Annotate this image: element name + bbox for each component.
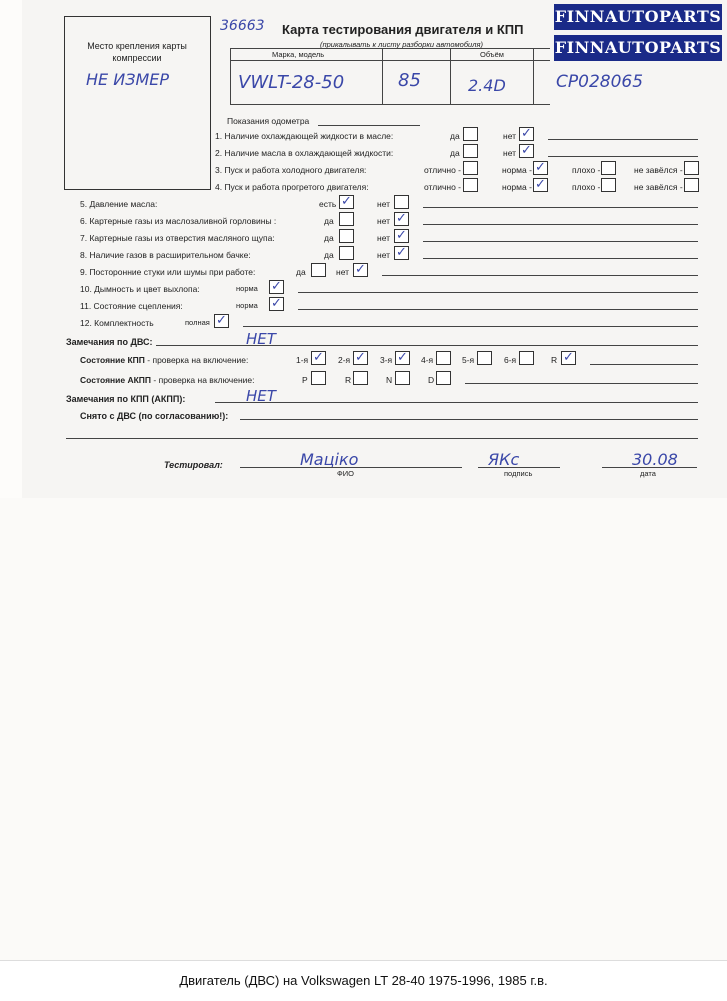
signature-value: ЯКс bbox=[488, 450, 520, 469]
item-7-label: 7. Картерные газы из отверстия масляного щупа: bbox=[80, 233, 275, 243]
blank-page-area bbox=[0, 498, 727, 960]
col-make-label: Марка, модель bbox=[272, 50, 325, 59]
removed-label: Снято с ДВС (по согласованию!): bbox=[80, 411, 229, 421]
item-4-label: 4. Пуск и работа прогретого двигателя: bbox=[215, 182, 369, 192]
item-8-yes-checkbox[interactable] bbox=[339, 246, 354, 260]
gear-4-checkbox[interactable] bbox=[436, 351, 451, 365]
item-9-label: 9. Посторонние стуки или шумы при работе: bbox=[80, 267, 256, 277]
signature-label: подпись bbox=[504, 469, 533, 478]
item-8-label: 8. Наличие газов в расширительном бачке: bbox=[80, 250, 251, 260]
item-3-excellent-checkbox[interactable] bbox=[463, 161, 478, 175]
akpp-p-checkbox[interactable] bbox=[311, 371, 326, 385]
engine-remarks-value: НЕТ bbox=[246, 330, 276, 348]
item-5-no-checkbox[interactable] bbox=[394, 195, 409, 209]
item-6-yes-checkbox[interactable] bbox=[339, 212, 354, 226]
item-11-label: 11. Состояние сцепления: bbox=[80, 301, 183, 311]
tester-name-value: Маціко bbox=[300, 450, 359, 469]
gear-6-checkbox[interactable] bbox=[519, 351, 534, 365]
akpp-n-checkbox[interactable] bbox=[395, 371, 410, 385]
akpp-d-checkbox[interactable] bbox=[436, 371, 451, 385]
item-3-label: 3. Пуск и работа холодного двигателя: bbox=[215, 165, 367, 175]
card-subtitle: (прикалывать к листу разборки автомобиля) bbox=[320, 40, 483, 49]
code-value: CP028065 bbox=[556, 72, 644, 92]
item-3-not-started-checkbox[interactable] bbox=[684, 161, 699, 175]
item-12-label: 12. Комплектность bbox=[80, 318, 154, 328]
date-value: 30.08 bbox=[632, 450, 678, 469]
volume-value: 2.4D bbox=[468, 76, 506, 95]
tested-by-label: Тестировал: bbox=[164, 460, 223, 470]
compression-value: НЕ ИЗМЕР bbox=[86, 70, 170, 89]
akpp-state-label: Состояние АКПП - проверка на включение: bbox=[80, 375, 255, 385]
date-label: дата bbox=[640, 469, 656, 478]
item-3-bad-checkbox[interactable] bbox=[601, 161, 616, 175]
item-4-not-started-checkbox[interactable] bbox=[684, 178, 699, 192]
item-1-yes-checkbox[interactable] bbox=[463, 127, 478, 141]
compression-label: Место крепления карты компрессии bbox=[87, 41, 187, 63]
gearbox-remarks-label: Замечания по КПП (АКПП): bbox=[66, 394, 186, 404]
fio-label: ФИО bbox=[337, 469, 354, 478]
gearbox-remarks-value: НЕТ bbox=[246, 387, 276, 405]
gear-5-checkbox[interactable] bbox=[477, 351, 492, 365]
item-4-excellent-checkbox[interactable] bbox=[463, 178, 478, 192]
item-6-label: 6. Картерные газы из маслозаливной горловины : bbox=[80, 216, 277, 226]
item-7-yes-checkbox[interactable] bbox=[339, 229, 354, 243]
finnautoparts-logo-bottom: FINNAUTOPARTS bbox=[554, 35, 722, 61]
year-value: 85 bbox=[398, 70, 421, 91]
odometer-label: Показания одометра bbox=[227, 116, 310, 126]
engine-remarks-label: Замечания по ДВС: bbox=[66, 337, 153, 347]
item-10-label: 10. Дымность и цвет выхлопа: bbox=[80, 284, 200, 294]
item-2-label: 2. Наличие масла в охлаждающей жидкости: bbox=[215, 148, 394, 158]
item-9-yes-checkbox[interactable] bbox=[311, 263, 326, 277]
card-title: Карта тестирования двигателя и КПП bbox=[282, 22, 524, 37]
akpp-r-checkbox[interactable] bbox=[353, 371, 368, 385]
item-4-bad-checkbox[interactable] bbox=[601, 178, 616, 192]
card-number: 36663 bbox=[220, 18, 265, 34]
item-2-yes-checkbox[interactable] bbox=[463, 144, 478, 158]
col-volume-label: Объём bbox=[480, 50, 504, 59]
finnautoparts-logo-top: FINNAUTOPARTS bbox=[554, 4, 722, 30]
item-1-label: 1. Наличие охлаждающей жидкости в масле: bbox=[215, 131, 394, 141]
kpp-state-label: Состояние КПП - проверка на включение: bbox=[80, 355, 249, 365]
item-5-label: 5. Давление масла: bbox=[80, 199, 158, 209]
make-value: VWLT-28-50 bbox=[238, 72, 345, 93]
image-caption: Двигатель (ДВС) на Volkswagen LT 28-40 1975-1996, 1985 г.в. bbox=[0, 960, 727, 1001]
